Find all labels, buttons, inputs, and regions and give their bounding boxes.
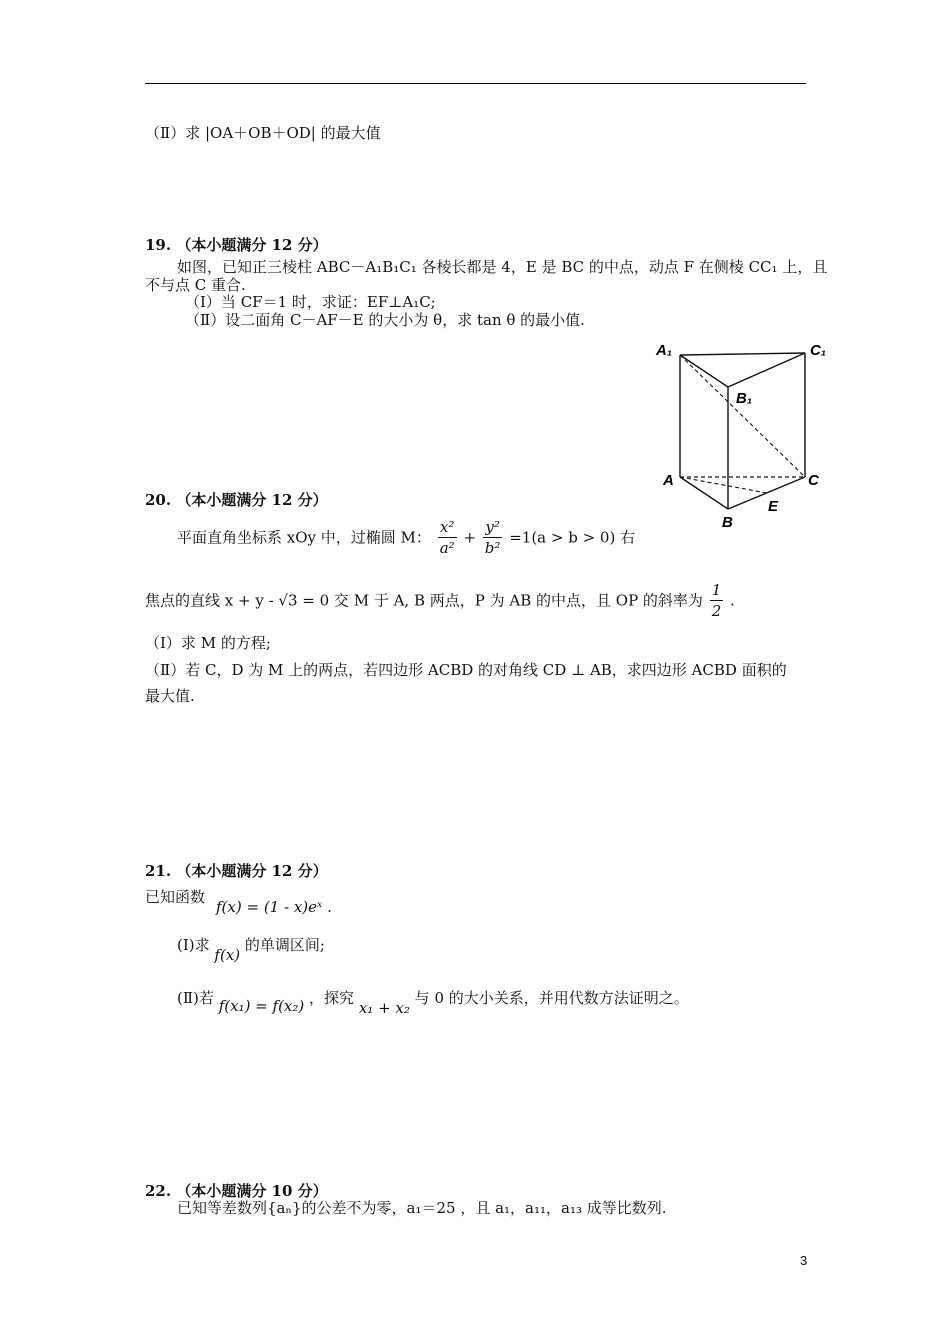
q20-part1: （Ⅰ）求 M 的方程;	[145, 634, 271, 652]
q20-intro-after: =1(a > b > 0) 右	[509, 528, 636, 547]
q21-part1-after: 的单调区间;	[244, 936, 325, 954]
q22-line1: 已知等差数列{aₙ}的公差不为零，a₁＝25 ，且 a₁，a₁₁，a₁₃ 成等比数列.	[177, 1199, 667, 1217]
label-b: B	[722, 514, 733, 531]
q21-part2-mid: ，探究	[309, 989, 355, 1007]
q21-part2	[177, 988, 689, 1017]
q20-frac-x	[438, 517, 457, 558]
q21-part1-before: (Ⅰ)求	[177, 936, 210, 954]
label-c: C	[808, 472, 819, 489]
q20-title: 20. （本小题满分 12 分）	[145, 491, 328, 509]
label-a: A	[663, 472, 674, 489]
q21-intro: 已知函数	[145, 888, 206, 906]
q21-part1	[177, 935, 325, 964]
frac-x-den: a²	[439, 539, 455, 557]
header-rule	[145, 83, 806, 84]
q20-plus: +	[463, 528, 477, 547]
q20-part2-line1: （Ⅱ）若 C，D 为 M 上的两点，若四边形 ACBD 的对角线 CD ⊥ AB，求四边形 ACBD 面积的	[145, 661, 787, 679]
label-b1: B₁	[736, 390, 753, 407]
q18-part2: （Ⅱ）求 |OA＋OB＋OD| 的最大值	[145, 124, 381, 142]
diagonal-a1-c	[680, 355, 805, 477]
q21-part2-eq: f(x₁) = f(x₂)	[218, 997, 305, 1015]
q22-title: 22. （本小题满分 10 分）	[145, 1182, 328, 1200]
q20-slope-frac	[710, 580, 724, 621]
q21-part2-before: (Ⅱ)若	[177, 989, 214, 1007]
edge-a1-b1	[680, 355, 728, 387]
prism-figure	[650, 335, 840, 535]
frac-y-num: y²	[483, 517, 503, 538]
q19-part1: （Ⅰ）当 CF＝1 时，求证：EF⊥A₁C;	[185, 293, 436, 311]
q21-part2-sum: x₁ + x₂	[358, 999, 410, 1017]
q21-function: f(x) = (1 - x)eˣ .	[216, 898, 332, 916]
q19-title: 19. （本小题满分 12 分）	[145, 236, 328, 254]
edge-b1-c1	[728, 353, 805, 387]
q20-line2-after: .	[730, 591, 735, 610]
q21-title: 21. （本小题满分 12 分）	[145, 862, 328, 880]
q19-line2: 不与点 C 重合.	[145, 276, 246, 294]
q20-frac-y	[483, 517, 503, 558]
q21-part1-func: f(x)	[214, 946, 241, 964]
slope-num: 1	[711, 581, 722, 599]
q20-intro-before: 平面直角坐标系 xOy 中，过椭圆 M：	[177, 528, 431, 547]
q20-intro	[177, 517, 635, 558]
q20-line2	[145, 580, 735, 621]
label-e: E	[768, 498, 779, 515]
frac-x-num: x²	[438, 517, 457, 538]
q20-part2-line2: 最大值.	[145, 687, 195, 705]
q20-line2-before: 焦点的直线 x + y - √3 = 0 交 M 于 A, B 两点，P 为 AB 的中点，且 OP 的斜率为	[145, 591, 703, 610]
page-number: 3	[800, 1253, 808, 1268]
q19-part2: （Ⅱ）设二面角 C－AF－E 的大小为 θ，求 tan θ 的最小值.	[185, 311, 585, 329]
q19-line1: 如图，已知正三棱柱 ABC－A₁B₁C₁ 各棱长都是 4，E 是 BC 的中点，动点 F 在侧棱 CC₁ 上，且	[177, 258, 828, 276]
q21-part2-after: 与 0 的大小关系，并用代数方法证明之。	[414, 989, 689, 1007]
edge-a1-c1	[680, 353, 805, 355]
frac-y-den: b²	[484, 539, 501, 557]
label-a1: A₁	[656, 342, 673, 359]
slope-den: 2	[711, 602, 722, 620]
label-c1: C₁	[810, 342, 827, 359]
